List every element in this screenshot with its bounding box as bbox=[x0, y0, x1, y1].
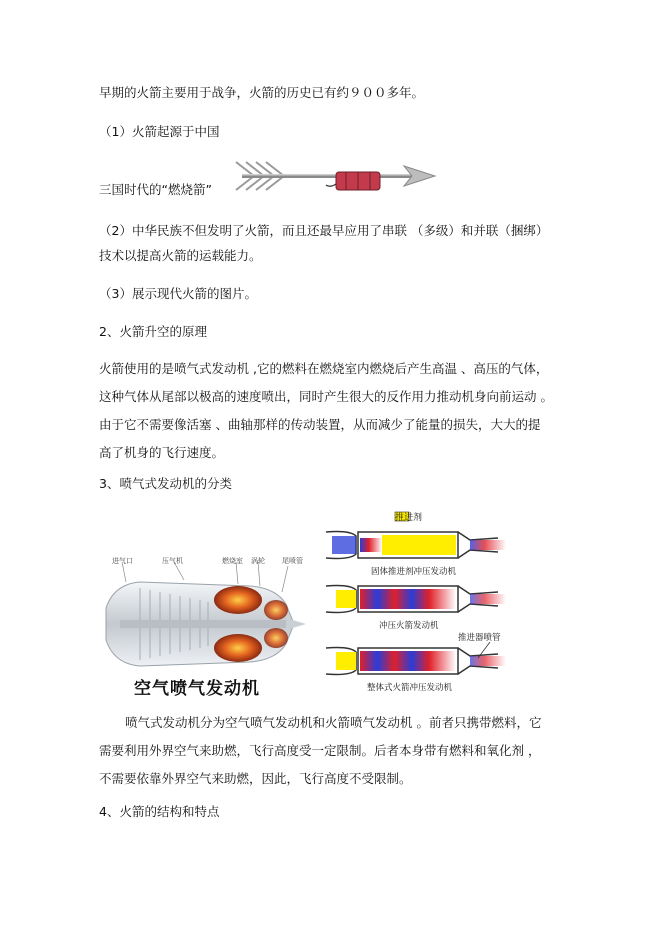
section-2-paragraph bbox=[99, 355, 569, 467]
label-compressor: 压气机 bbox=[162, 557, 183, 565]
ramjet-caption-2: 冲压火箭发动机 bbox=[379, 621, 439, 631]
label-nozzle: 尾喷管 bbox=[282, 557, 303, 565]
jet-figure-caption: 空气喷气发动机 bbox=[134, 679, 260, 699]
label-intake: 进气口 bbox=[112, 557, 133, 565]
section-4-title: 4、火箭的结构和特点 bbox=[99, 804, 220, 819]
label-combustor: 燃烧室 bbox=[222, 557, 243, 565]
section-3-title: 3、喷气式发动机的分类 bbox=[99, 476, 232, 491]
intro-text: 早期的火箭主要用于战争，火箭的历史已有约９００多年。 bbox=[99, 85, 425, 100]
fire-arrow-image bbox=[232, 158, 437, 196]
ramjet-legend-label: 推进剂 bbox=[395, 513, 423, 523]
engine-2 bbox=[326, 586, 506, 613]
ramjet-caption-3: 整体式火箭冲压发动机 bbox=[367, 683, 453, 693]
section-3-paragraph bbox=[99, 709, 569, 793]
item-2-line-1: （2）中华民族不但发明了火箭，而且还最早应用了串联 （多级）和并联（捆绑） bbox=[99, 223, 549, 238]
paragraph-line: 这种气体从尾部以极高的速度喷出，同时产生很大的反作用力推动机身向前运动 。 bbox=[99, 389, 553, 404]
paragraph-line: 需要利用外界空气来助燃，飞行高度受一定限制。后者本身带有燃料和氧化剂 ， bbox=[99, 743, 541, 758]
label-turbine: 涡轮 bbox=[251, 557, 265, 565]
paragraph-line: 喷气式发动机分为空气喷气发动机和火箭喷气发动机 。前者只携带燃料，它 bbox=[125, 715, 542, 730]
item-1: （1）火箭起源于中国 bbox=[99, 124, 220, 139]
engine-1 bbox=[326, 532, 506, 559]
paragraph-line: 由于它不需要像活塞 、曲轴那样的传动装置，从而减少了能量的损失，大大的提 bbox=[99, 417, 541, 432]
section-2-title: 2、火箭升空的原理 bbox=[99, 324, 207, 339]
ramjet-engines-figure bbox=[322, 508, 510, 696]
paragraph-line: 高了机身的飞行速度。 bbox=[99, 445, 225, 460]
nozzle-label: 推进器喷管 bbox=[458, 633, 501, 643]
paragraph-line: 不需要依靠外界空气来助燃，因此，飞行高度不受限制。 bbox=[99, 771, 412, 786]
arrow-caption: 三国时代的“燃烧箭” bbox=[99, 182, 212, 197]
engine-3 bbox=[326, 642, 506, 675]
item-3: （3）展示现代火箭的图片。 bbox=[99, 286, 257, 301]
item-2-line-2: 技术以提高火箭的运载能力。 bbox=[99, 248, 262, 263]
paragraph-line: 火箭使用的是喷气式发动机 ,它的燃料在燃烧室内燃烧后产生高温 、高压的气体， bbox=[99, 361, 549, 376]
ramjet-caption-1: 固体推进剂冲压发动机 bbox=[371, 567, 457, 577]
